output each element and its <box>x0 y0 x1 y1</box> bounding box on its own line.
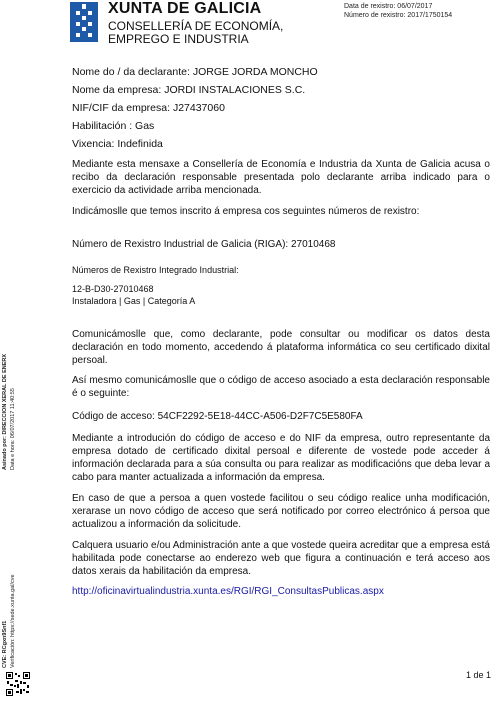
brand-subtitle-line: EMPREGO E INDUSTRIA <box>108 32 249 46</box>
paragraph-receipt: Mediante esta mensaxe a Consellería de Economía e Industria da Xunta de Galicia acusa o recibo da declaración responsable presentada polo declarante arriba indicado para o exercicio da actividade arriba mencionada. <box>72 159 490 196</box>
cve-code: CVE: RCgxn9Snf1 <box>2 620 8 668</box>
public-consultation-link[interactable]: http://oficinavirtualindustria.xunta.es/RGI/RGI_ConsultasPublicas.aspx <box>72 586 384 597</box>
paragraph-public-access: Calquera usuario e/ou Administración ante a que vostede queira acreditar que a empresa está habilitada pode conectarse ao enderezo web que figura a continuación e terá acceso aos datos xerais da habilitación da empresa. <box>72 540 490 577</box>
declarant-name: Nome do / da declarante: JORGE JORDA MONCHO <box>72 66 318 78</box>
page-number: 1 de 1 <box>466 670 492 680</box>
signed-datetime: Data e hora: 06/07/2017 11:40:55 <box>10 388 16 470</box>
riga-number: Número de Rexistro Industrial de Galicia (RIGA): 27010468 <box>72 239 336 250</box>
integrated-registry-detail: Instaladora | Gas | Categoría A <box>72 296 196 306</box>
brand-title: XUNTA DE GALICIA <box>108 0 262 17</box>
company-name: Nome da empresa: JORDI INSTALACIONES S.C. <box>72 84 306 96</box>
registry-date: Data de rexistro: 06/07/2017 <box>344 3 433 10</box>
paragraph-access-code-intro: Así mesmo comunicámoslle que o código de acceso asociado a esta declaración responsable é o seguinte: <box>72 375 490 399</box>
company-nif: NIF/CIF da empresa: J27437060 <box>72 102 225 114</box>
validity: Vixencia: Indefinida <box>72 138 163 150</box>
xunta-shield-icon <box>70 2 98 42</box>
document-body <box>72 66 490 607</box>
integrated-registry-number: 12-B-D30-27010468 <box>72 284 154 294</box>
registry-number: Número de rexistro: 2017/1750154 <box>344 12 453 19</box>
paragraph-registry-intro: Indicámoslle que temos inscrito á empresa cos seguintes números de rexistro: <box>72 206 420 217</box>
registry-meta <box>344 2 452 20</box>
qr-code-icon <box>6 672 30 696</box>
signed-by: Asinado por: DIRECCION XERAL DE ENERX <box>2 353 8 470</box>
verification-url: Verificación: https://sede.xunta.gal/cve <box>10 574 16 668</box>
access-code: Código de acceso: 54CF2292-5E18-44CC-A506-D2F7C5E580FA <box>72 411 363 422</box>
paragraph-new-code: En caso de que a persoa a quen vostede facilitou o seu código realice unha modificación, xerarase un novo código de acceso que será notificado por correo electrónico á persoa que actualizou a información da solicitude. <box>72 493 490 530</box>
paragraph-representative: Mediante a introdución do código de acceso e do NIF da empresa, outro representante da empresa dotado de certificado dixital persoal e diferente de vostede pode acceder á información declarada para a súa consulta ou para realizar as modificacións que deba levar a cabo para manter actualizada a información da empresa. <box>72 433 490 483</box>
habilitation: Habilitación : Gas <box>72 120 155 132</box>
brand-subtitle-line: CONSELLERÍA DE ECONOMÍA, <box>108 19 284 33</box>
paragraph-consult: Comunicámoslle que, como declarante, pode consultar ou modificar os datos desta declaración en todo momento, accedendo á plataforma informática co seu certificado dixital persoal. <box>72 329 490 366</box>
integrated-registry-title: Números de Rexistro Integrado Industrial: <box>72 265 239 275</box>
brand-subtitle <box>108 20 283 46</box>
